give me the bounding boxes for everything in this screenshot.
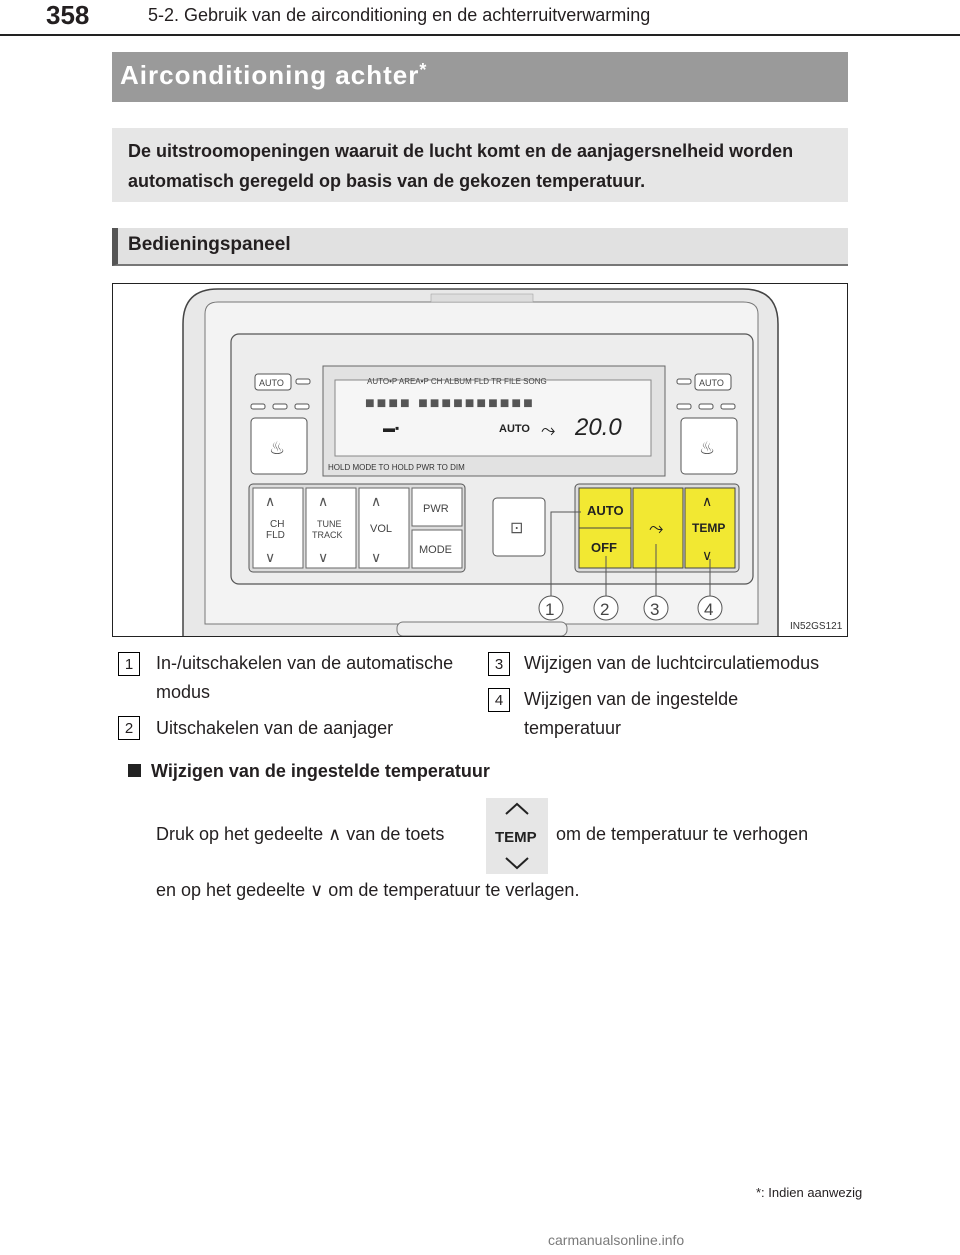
svg-text:♨: ♨: [699, 438, 716, 458]
callout-2: 2: [600, 600, 610, 619]
svg-text:■■■■ ■■■■■■■■■■: ■■■■ ■■■■■■■■■■: [365, 395, 535, 412]
chapter-title: 5-2. Gebruik van de airconditioning en de achterruitverwarming: [148, 5, 651, 25]
tune-label: TUNE: [317, 519, 342, 529]
footnote: *: Indien aanwezig: [756, 1185, 863, 1200]
callout-3: 3: [650, 600, 660, 619]
svg-text:∧: ∧: [265, 493, 276, 509]
item-text-1: In-/uitschakelen van de automatische modus: [156, 653, 454, 702]
pwr-label: PWR: [423, 503, 449, 515]
display-top-label: AUTO•P AREA•P CH ALBUM FLD TR FILE SONG: [367, 377, 547, 386]
paragraph-line-3: en op het gedeelte ∨ om de temperatuur te verlagen.: [156, 880, 580, 900]
svg-text:∨: ∨: [265, 549, 276, 565]
item-text-2: Uitschakelen van de aanjager: [156, 718, 394, 738]
svg-text:∧: ∧: [702, 493, 713, 509]
temp-button-icon: [486, 798, 548, 874]
svg-text:⊡: ⊡: [510, 520, 524, 537]
section-title: [120, 60, 427, 91]
callout-4: 4: [704, 600, 714, 619]
page-number: 358: [46, 0, 90, 30]
bullet-square: [128, 764, 141, 777]
display-bottom-label: HOLD MODE TO HOLD PWR TO DIM: [328, 463, 465, 472]
vol-label: VOL: [370, 523, 393, 535]
control-panel-illustration: [113, 284, 847, 636]
svg-text:♨: ♨: [269, 438, 286, 458]
header-rule: [0, 34, 960, 36]
display-temperature: 20.0: [575, 414, 622, 441]
fld-label: FLD: [266, 530, 285, 541]
temp-button-label: TEMP: [692, 521, 726, 535]
svg-text:∧: ∧: [371, 493, 382, 509]
ch-label: CH: [270, 519, 285, 530]
svg-text:∨: ∨: [318, 549, 329, 565]
item-text-4: Wijzigen van de ingestelde temperatuur: [524, 689, 739, 738]
temp-icon-label: TEMP: [495, 829, 537, 846]
subsection-title: Bedieningspaneel: [128, 234, 291, 255]
star-marker: *: [419, 60, 428, 80]
section-title-text: Airconditioning achter: [120, 60, 420, 90]
temperature-heading-text: Wijzigen van de ingestelde temperatuur: [151, 761, 490, 781]
item-number-4: 4: [488, 688, 510, 712]
watermark: carmanualsonline.info: [548, 1232, 685, 1248]
mode-label: MODE: [419, 544, 452, 556]
paragraph-line-2: om de temperatuur te verhogen: [556, 824, 809, 844]
off-button-label: OFF: [591, 540, 617, 555]
svg-text:∨: ∨: [371, 549, 382, 565]
svg-text:∨: ∨: [702, 547, 713, 563]
auto-right-label: AUTO: [699, 378, 724, 388]
control-panel-figure: [112, 283, 848, 637]
auto-button-label: AUTO: [587, 503, 624, 518]
svg-text:▬▪: ▬▪: [383, 421, 400, 435]
paragraph-line-1: Druk op het gedeelte ∧ van de toets: [156, 824, 445, 844]
display-auto-label: AUTO: [499, 423, 530, 435]
temperature-heading: [128, 761, 490, 782]
item-number-3: 3: [488, 652, 510, 676]
figure-code: IN52GS121: [790, 621, 843, 632]
svg-text:∧: ∧: [318, 493, 329, 509]
item-text-3: Wijzigen van de luchtcirculatiemodus: [524, 653, 820, 673]
callout-1: 1: [545, 600, 555, 619]
item-number-2: 2: [118, 716, 140, 740]
auto-left-label: AUTO: [259, 378, 284, 388]
display-fan-icon: ⤳: [541, 420, 556, 440]
item-number-1: 1: [118, 652, 140, 676]
intro-text: De uitstroomopeningen waaruit de lucht komt en de aanjagersnelheid worden automatisch geregeld op basis van de gekozen temperatuur.: [128, 141, 794, 191]
track-label: TRACK: [312, 530, 343, 540]
circulation-icon: ⤳: [649, 518, 664, 538]
